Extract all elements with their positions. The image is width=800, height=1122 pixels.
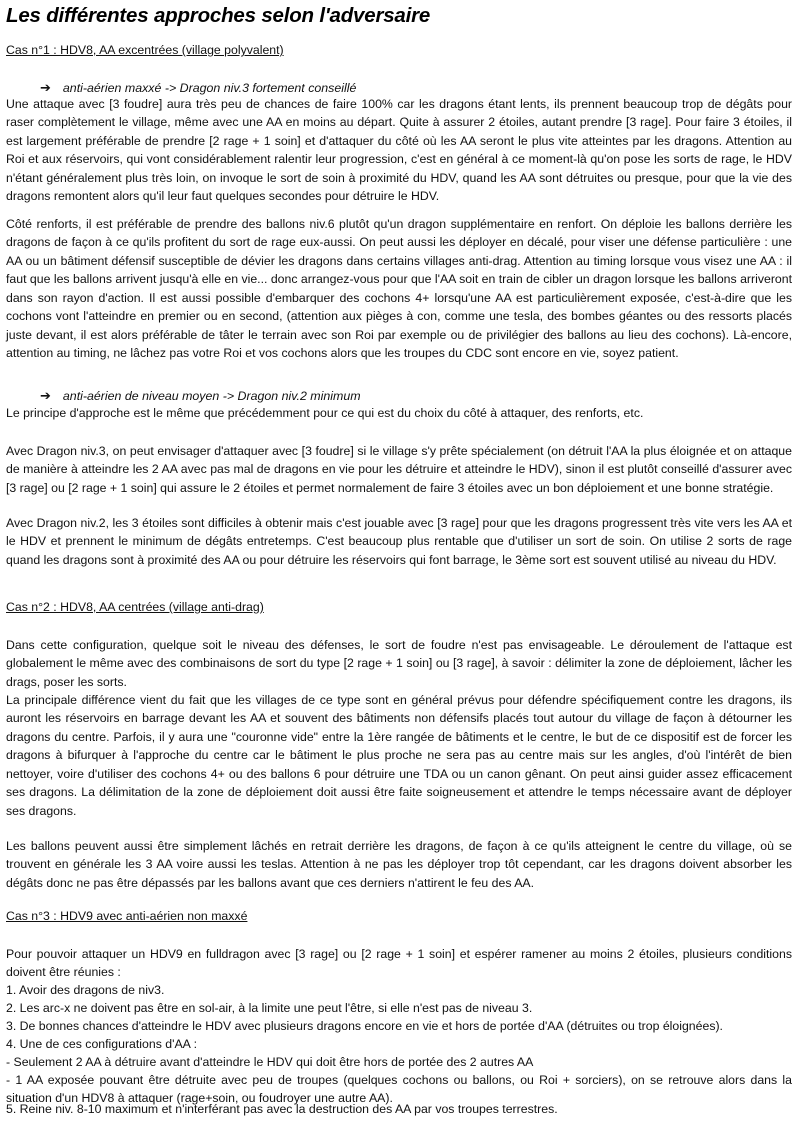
list-item: 1. Avoir des dragons de niv3. <box>6 983 165 997</box>
bullet-text: anti-aérien de niveau moyen -> Dragon niv.2 minimum <box>62 389 361 403</box>
list-item: - 1 AA exposée pouvant être détruite avec peu de troupes (quelques cochons ou ballons, ou Roi + sorciers), on se retrouve alors dans la situation d'un HDV8 à attaquer (rage+soin, ou foudroyer une autre AA). <box>6 1073 792 1105</box>
case-2-heading: Cas n°2 : HDV8, AA centrées (village anti-drag) <box>6 600 264 614</box>
case-1-paragraph-3: Le principe d'approche est le même que précédemment pour ce qui est du choix du côté à attaquer, des renforts, etc. <box>6 406 644 420</box>
case-2-paragraph-1: Dans cette configuration, quelque soit le niveau des défenses, le sort de foudre n'est pas envisageable. Le déroulement de l'attaque est globalement le même avec des combinaisons de sort du type [2 rage + 1 soin] ou [3 rage], à savoir : délimiter la zone de déploiement, lâcher les drags, poser les sorts. <box>6 638 792 689</box>
case-1-bullet-2 <box>40 388 361 404</box>
page-title: Les différentes approches selon l'adversaire <box>6 4 431 27</box>
list-item: 4. Une de ces configurations d'AA : <box>6 1037 198 1051</box>
case-1-heading: Cas n°1 : HDV8, AA excentrées (village polyvalent) <box>6 43 284 57</box>
case-1-paragraph-5: Avec Dragon niv.2, les 3 étoiles sont difficiles à obtenir mais c'est jouable avec [3 rage] pour que les dragons progressent très vite vers les AA et le HDV et prennent le minimum de dégâts entretemps. C'est beaucoup plus rentable que d'utiliser un sort de soin. On utilise 2 sorts de rage quand les dragons sont à proximité des AA ou pour détruire les réservoirs qui font barrage, le 3ème sort est souvent utilisé au niveau du HDV. <box>6 516 792 567</box>
case-2-paragraph-3: Les ballons peuvent aussi être simplement lâchés en retrait derrière les dragons, de façon à ce qu'ils atteignent le centre du village, où se trouvent en générale les 3 AA voire aussi les teslas. Attention à ne pas les déployer trop tôt cependant, car les dragons doivent absorber les dégâts donc ne pas être dépassés par les ballons avant que ces derniers n'attirent le feu des AA. <box>6 839 792 890</box>
case-3-heading: Cas n°3 : HDV9 avec anti-aérien non maxxé <box>6 909 248 923</box>
list-item: 3. De bonnes chances d'atteindre le HDV avec plusieurs dragons encore en vie et hors de portée d'AA (détruites ou trop éloignées). <box>6 1019 723 1033</box>
arrow-right-icon: ➔ <box>40 388 51 403</box>
bullet-text: anti-aérien maxxé -> Dragon niv.3 fortement conseillé <box>62 81 357 95</box>
list-item: 2. Les arc-x ne doivent pas être en sol-air, à la limite une peut l'être, si elle n'est pas de niveau 3. <box>6 1001 533 1015</box>
arrow-right-icon: ➔ <box>40 80 51 95</box>
case-1-bullet-1 <box>40 80 356 96</box>
list-item: - Seulement 2 AA à détruire avant d'atteindre le HDV qui doit être hors de portée des 2 autres AA <box>6 1055 534 1069</box>
list-item: 5. Reine niv. 8-10 maximum et n'interférant pas avec la destruction des AA par vos troupes terrestres. <box>6 1102 558 1116</box>
case-1-paragraph-1: Une attaque avec [3 foudre] aura très peu de chances de faire 100% car les dragons étant lents, ils prennent beaucoup trop de dégâts pour raser complètement le village, même avec une AA en moins au départ. Quite à assurer 2 étoiles, autant prendre [3 rage]. Pour faire 3 étoiles, il est largement préférable de prendre [2 rage + 1 soin] et d'attaquer du côté où les AA seront le plus vite atteintes par les dragons. Attention au Roi et aux réservoirs, qui vont considérablement ralentir leur progression, c'est en général à ce moment-là qu'on pose les sorts de rage, le HDV n'étant généralement plus très loin, on invoque le sort de soin à proximité du HDV, quand les AA sont détruites ou presque, pour que la vie des dragons remontent alors qu'il leur faut quelques secondes pour détruire le HDV. <box>6 97 792 204</box>
case-1-paragraph-2: Côté renforts, il est préférable de prendre des ballons niv.6 plutôt qu'un dragon supplémentaire en renfort. On déploie les ballons derrière les dragons de façon à ce qu'ils profitent du sort de rage eux-aussi. On peut aussi les déployer en décalé, pour viser une défense particulière : une AA ou un bâtiment défensif susceptible de dévier les dragons dans certains villages anti-drag. Attention au timing lorsque vous visez une AA : il faut que les ballons arrivent jusqu'à elle en vie... donc arrangez-vous pour que l'AA soit en train de cibler un dragon lorsque les ballons arriveront dans son rayon d'action. Il est aussi possible d'embarquer des cochons 4+ lorsqu'une AA est particulièrement exposée, c'est-à-dire que les cochons vont l'atteindre en premier ou en second, (attention aux pièges à con, comme une tesla, des bombes géantes ou des ressorts placés juste devant, il est alors préférable de tâter le terrain avec son Roi par exemple ou de privilégier des ballons au lieu des cochons). Là-encore, attention au timing, ne lâchez pas votre Roi et vos cochons alors que les troupes du CDC sont encore en vie, soyez patient. <box>6 217 793 361</box>
case-3-intro: Pour pouvoir attaquer un HDV9 en fulldragon avec [3 rage] ou [2 rage + 1 soin] et espérer ramener au moins 2 étoiles, plusieurs conditions doivent être réunies : <box>6 947 792 980</box>
case-1-paragraph-4: Avec Dragon niv.3, on peut envisager d'attaquer avec [3 foudre] si le village s'y prête spécialement (on détruit l'AA la plus éloignée et on attaque de manière à atteindre les 2 AA avec pas mal de dragons en vie pour les détruire et atteindre le HDV), sinon il est plutôt conseillé d'assurer avec [3 rage] ou [2 rage + 1 soin] qui assure le 2 étoiles et permet normalement de faire 3 étoiles avec un bon déploiement et une bonne stratégie. <box>6 444 792 495</box>
case-2-paragraph-2: La principale différence vient du fait que les villages de ce type sont en général prévus pour défendre spécifiquement contre les dragons, ils auront les réservoirs en barrage devant les AA et souvent des bâtiments non défensifs placés tout autour du village de façon à détourner les dragons du centre. Parfois, il y aura une "couronne vide" entre la 1ère rangée de bâtiments et le centre, le but de ce dispositif est de forcer les dragons à bifurquer à l'approche du centre car le bâtiment le plus proche ne sera pas au centre mais sur les angles, d'où l'intérêt de bien nettoyer, voire d'utiliser des cochons 4+ ou des ballons 6 pour détruire une TDA ou un canon gênant. On peut ainsi guider assez efficacement ses dragons. La délimitation de la zone de déploiement doit aussi être faite soigneusement et attendre le temps nécessaire avant de déployer ses dragons. <box>6 693 792 818</box>
